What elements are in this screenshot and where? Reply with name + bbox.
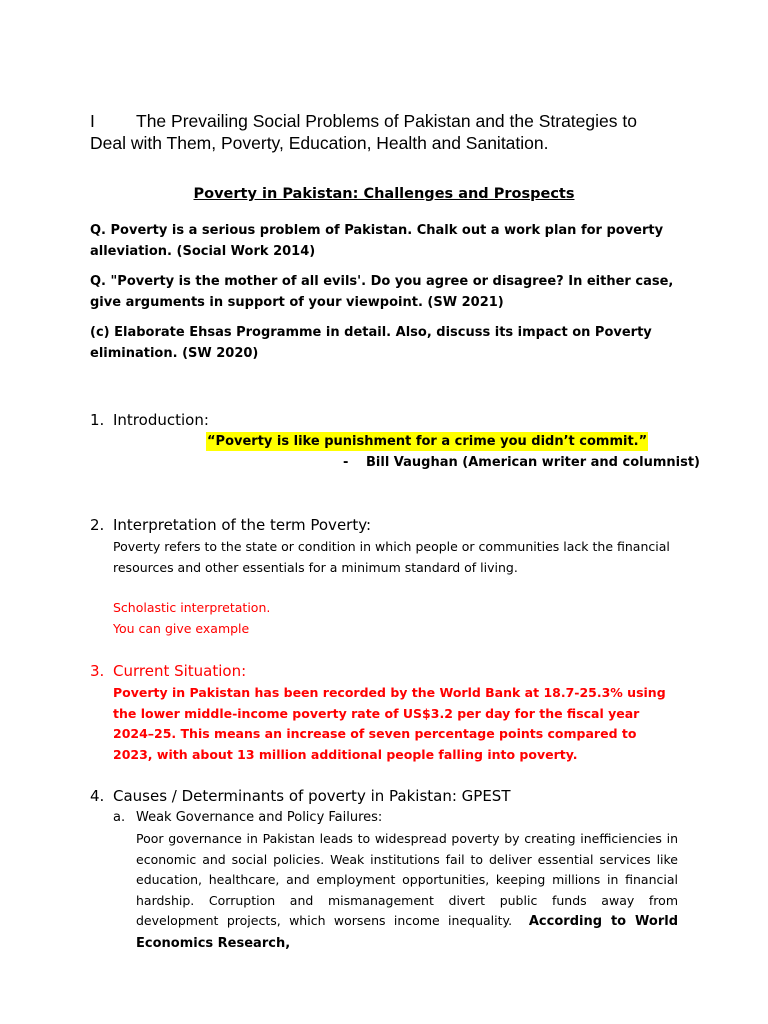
- governance-paragraph: [136, 829, 678, 954]
- section-interpretation-title: [90, 515, 371, 535]
- section-number: 4.: [90, 787, 105, 805]
- author-name: Bill Vaughan (American writer and columnist): [366, 455, 700, 470]
- section-number: 3.: [90, 662, 105, 680]
- question-3: (c) Elaborate Ehsas Programme in detail. Also, discuss its impact on Poverty elimination. (SW 2020): [90, 325, 652, 361]
- chapter-heading: [90, 110, 690, 154]
- interpretation-note-1: Scholastic interpretation.: [113, 600, 271, 615]
- document-subtitle: Poverty in Pakistan: Challenges and Prospects: [193, 186, 575, 202]
- current-situation-text: Poverty in Pakistan has been recorded by the World Bank at 18.7-25.3% using the lower middle-income poverty rate of US$3.2 per day for the fiscal year 2024–25. This means an increase of seven percentage points compared to 2023, with about 13 million additional people falling into poverty.: [113, 685, 666, 762]
- author-dash: -: [343, 455, 349, 470]
- section-causes-title: [90, 786, 511, 806]
- quote-author: [343, 453, 700, 472]
- section-current-title: [90, 661, 246, 681]
- governance-text: Poor governance in Pakistan leads to widespread poverty by creating inefficiencies in economic and social policies. Weak institutions fail to deliver essential services like education, healthcare, and employment opportunities, keeping millions in financial hardship. Corruption and mismanagement divert public funds away from development projects, which worsens income inequality.: [136, 831, 678, 928]
- section-number: 1.: [90, 411, 105, 429]
- question-2: Q. "Poverty is the mother of all evils'. Do you agree or disagree? In either case, give arguments in support of your viewpoint. (SW 2021): [90, 274, 674, 310]
- chapter-number: I: [90, 111, 95, 131]
- section-number: 2.: [90, 516, 105, 534]
- governance-text-bold: According to World Economics Research,: [136, 914, 678, 951]
- subsection-number: a.: [113, 810, 126, 825]
- subsection-governance-title: [113, 808, 382, 828]
- section-title: Interpretation of the term Poverty:: [113, 516, 372, 534]
- question-1: Q. Poverty is a serious problem of Pakistan. Chalk out a work plan for poverty alleviation. (Social Work 2014): [90, 223, 664, 259]
- section-title: Current Situation:: [113, 662, 247, 680]
- interpretation-note-2: You can give example: [113, 621, 250, 636]
- chapter-heading-line1: The Prevailing Social Problems of Pakistan and the Strategies to: [136, 111, 637, 131]
- interpretation-text: Poverty refers to the state or condition in which people or communities lack the financial resources and other essentials for a minimum standard of living.: [113, 539, 670, 575]
- section-title: Causes / Determinants of poverty in Pakistan: GPEST: [113, 787, 511, 805]
- highlighted-quote: “Poverty is like punishment for a crime you didn’t commit.”: [207, 434, 648, 449]
- section-title: Introduction:: [113, 411, 209, 429]
- subsection-title: Weak Governance and Policy Failures:: [136, 810, 383, 825]
- section-introduction-title: [90, 410, 209, 430]
- chapter-heading-line2: Deal with Them, Poverty, Education, Health and Sanitation.: [90, 133, 549, 153]
